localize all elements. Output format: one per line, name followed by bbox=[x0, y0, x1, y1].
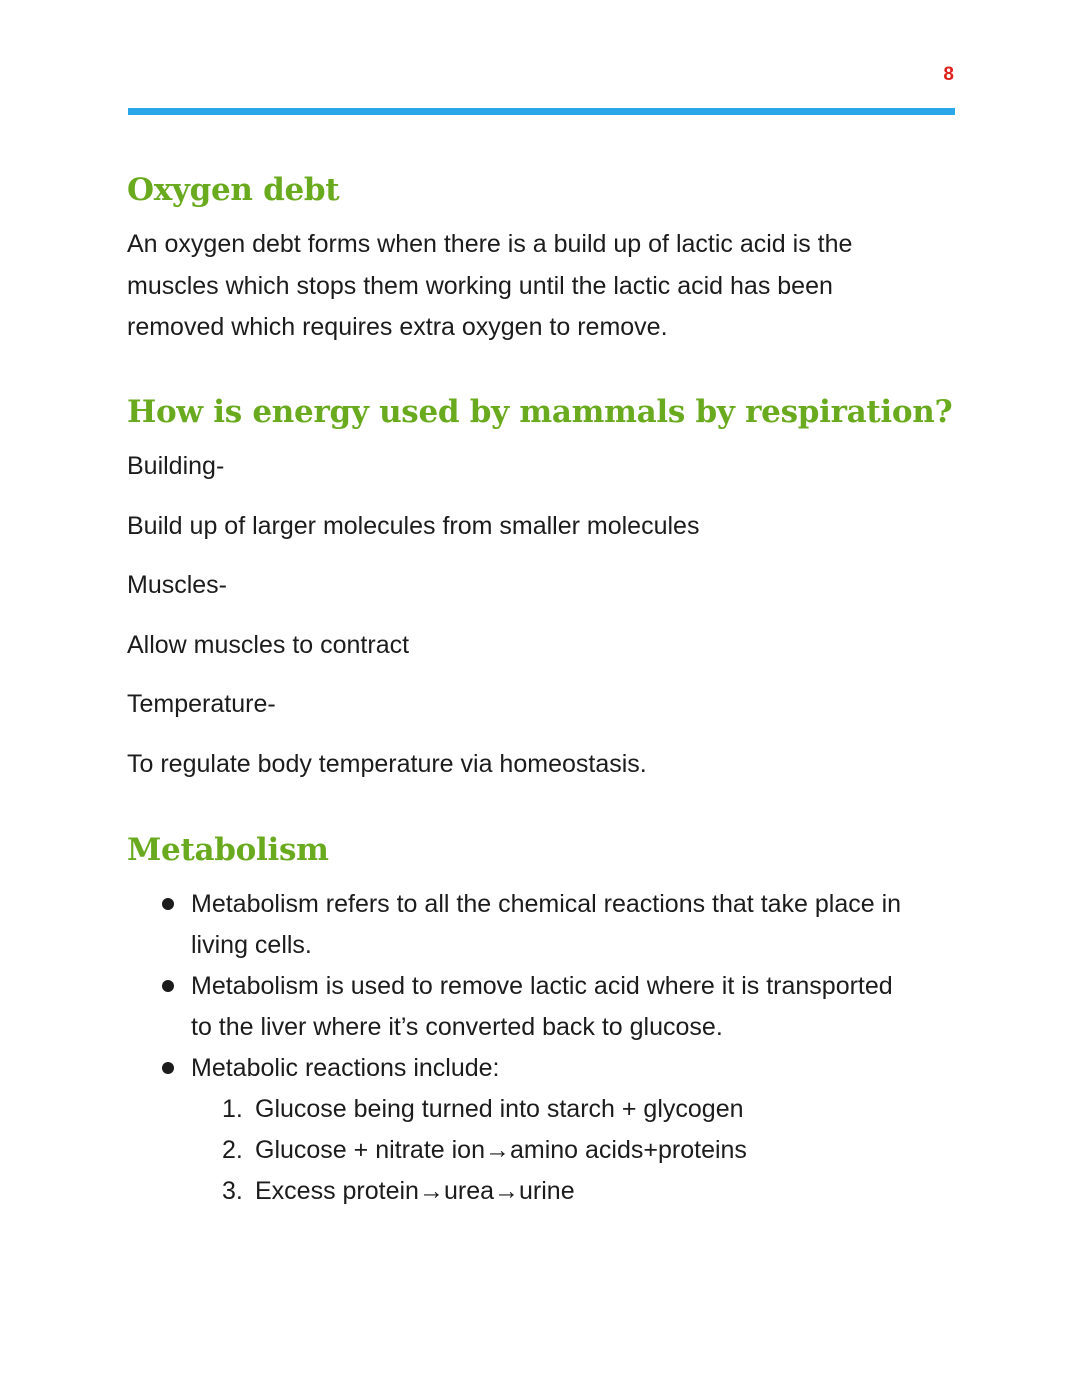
energy-item-description: To regulate body temperature via homeostasis. bbox=[127, 750, 647, 778]
heading-oxygen-debt: Oxygen debt bbox=[127, 172, 340, 208]
header-rule bbox=[128, 108, 955, 115]
metabolic-reactions-list bbox=[222, 1089, 901, 1212]
bullet-item bbox=[160, 884, 901, 966]
bullet-line: Metabolic reactions include: bbox=[191, 1054, 500, 1082]
metabolism-bullet-list bbox=[160, 884, 901, 1212]
paragraph-line: An oxygen debt forms when there is a build up of lactic acid is the bbox=[127, 230, 853, 258]
bullet-line: to the liver where it’s converted back to glucose. bbox=[191, 1013, 723, 1041]
numbered-item-marker: 3. bbox=[222, 1177, 243, 1205]
numbered-item-marker: 2. bbox=[222, 1136, 243, 1164]
bullet-line: living cells. bbox=[191, 931, 312, 959]
oxygen-debt-paragraph bbox=[127, 224, 852, 349]
numbered-item bbox=[222, 1130, 901, 1171]
paragraph-line: removed which requires extra oxygen to remove. bbox=[127, 313, 668, 341]
numbered-item bbox=[222, 1171, 901, 1212]
bullet-dot-icon bbox=[162, 898, 174, 910]
heading-metabolism: Metabolism bbox=[127, 832, 329, 868]
energy-item-label: Building- bbox=[127, 452, 225, 480]
bullet-item bbox=[160, 966, 901, 1048]
energy-item-description: Build up of larger molecules from smaller molecules bbox=[127, 512, 700, 540]
numbered-item-text: Glucose + nitrate ion→amino acids+proteins bbox=[255, 1136, 747, 1164]
bullet-line: Metabolism is used to remove lactic acid where it is transported bbox=[191, 972, 893, 1000]
bullet-dot-icon bbox=[162, 1062, 174, 1074]
numbered-item-text: Glucose being turned into starch + glycogen bbox=[255, 1095, 744, 1123]
heading-energy-use: How is energy used by mammals by respiration? bbox=[127, 394, 953, 430]
paragraph-line: muscles which stops them working until the lactic acid has been bbox=[127, 271, 833, 300]
energy-item-label: Temperature- bbox=[127, 690, 276, 718]
bullet-line: Metabolism refers to all the chemical reactions that take place in bbox=[191, 890, 902, 918]
numbered-item-marker: 1. bbox=[222, 1095, 243, 1123]
energy-item-label: Muscles- bbox=[127, 571, 228, 599]
bullet-dot-icon bbox=[162, 980, 174, 992]
page-number: 8 bbox=[943, 64, 954, 85]
numbered-item-text: Excess protein→urea→urine bbox=[255, 1177, 575, 1205]
numbered-item bbox=[222, 1089, 901, 1130]
bullet-item bbox=[160, 1048, 901, 1212]
energy-item-description: Allow muscles to contract bbox=[127, 631, 410, 659]
